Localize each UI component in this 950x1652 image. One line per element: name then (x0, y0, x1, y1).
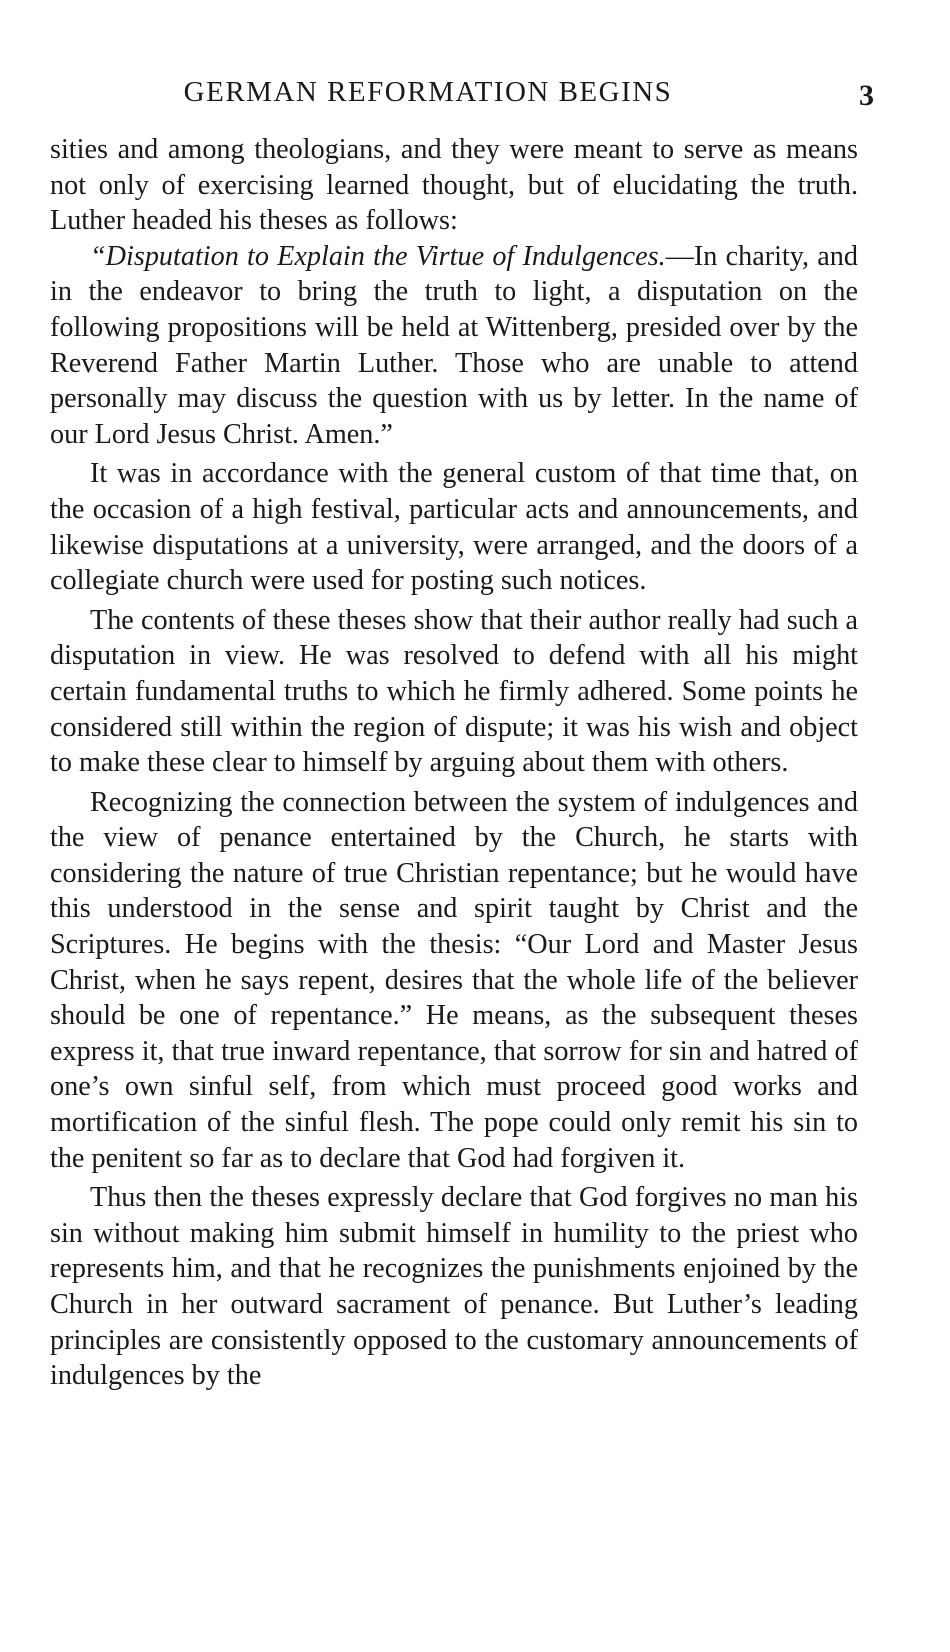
paragraph-text: The contents of these theses show that their author really had such a disputation in view. He was resolved to defend with all his might certain fundamental truths to which he firmly adhered. Some points he considered still within the region of dispute; it was his wish and object to make these clear to himself by arguing about them with others. (50, 604, 858, 779)
paragraph-text: Thus then the theses expressly declare that God forgives no man his sin without making him submit himself in humility to the priest who represents him, and that he recognizes the punishments enjoined by the Church in her outward sacrament of penance. But Luther’s leading principles are consistently opposed to the customary announcements of indulgences by the (50, 1182, 858, 1392)
body-text (50, 132, 858, 1394)
page-number: 3 (859, 79, 874, 112)
paragraph-text: Recognizing the connection between the system of indulgences and the view of penance entertained by the Church, he starts with considering the nature of true Christian repentance; but he would have this understood in the sense and spirit taught by Christ and the Scriptures. He begins with the thesis: “Our Lord and Master Jesus Christ, when he says repent, desires that the whole life of the believer should be one of repentance.” He means, as the subsequent theses express it, that true inward repentance, that sorrow for sin and hatred of one’s own sinful self, from which must proceed good works and mortification of the sinful flesh. The pope could only remit his sin to the penitent so far as to declare that God had forgiven it. (50, 786, 858, 1174)
paragraph-text: sities and among theologians, and they were meant to serve as means not only of exercising learned thought, but of elucidating the truth. Luther headed his theses as follows: (50, 134, 858, 237)
quote-title: “Disputation to Explain the Virtue of Indulgences. (90, 240, 666, 272)
running-title: GERMAN REFORMATION BEGINS (183, 76, 673, 108)
paragraph (50, 785, 858, 1177)
paragraph (50, 456, 858, 598)
paragraph-text: —In charity, and in the endeavor to bring the truth to light, a disputation on the following propositions will be held at Wittenberg, presided over by the Reverend Father Martin Luther. Those who are unable to attend personally may discuss the question with us by letter. In the name of our Lord Jesus Christ. Amen.” (50, 240, 858, 450)
paragraph (50, 603, 858, 781)
paragraph-quotation (50, 239, 858, 453)
paragraph (50, 1180, 858, 1394)
running-head (48, 72, 874, 112)
paragraph-continuation (50, 132, 858, 239)
paragraph-text: It was in accordance with the general custom of that time that, on the occasion of a high festival, particular acts and announcements, and likewise disputations at a university, were arranged, and the doors of a collegiate church were used for posting such notices. (50, 458, 858, 597)
